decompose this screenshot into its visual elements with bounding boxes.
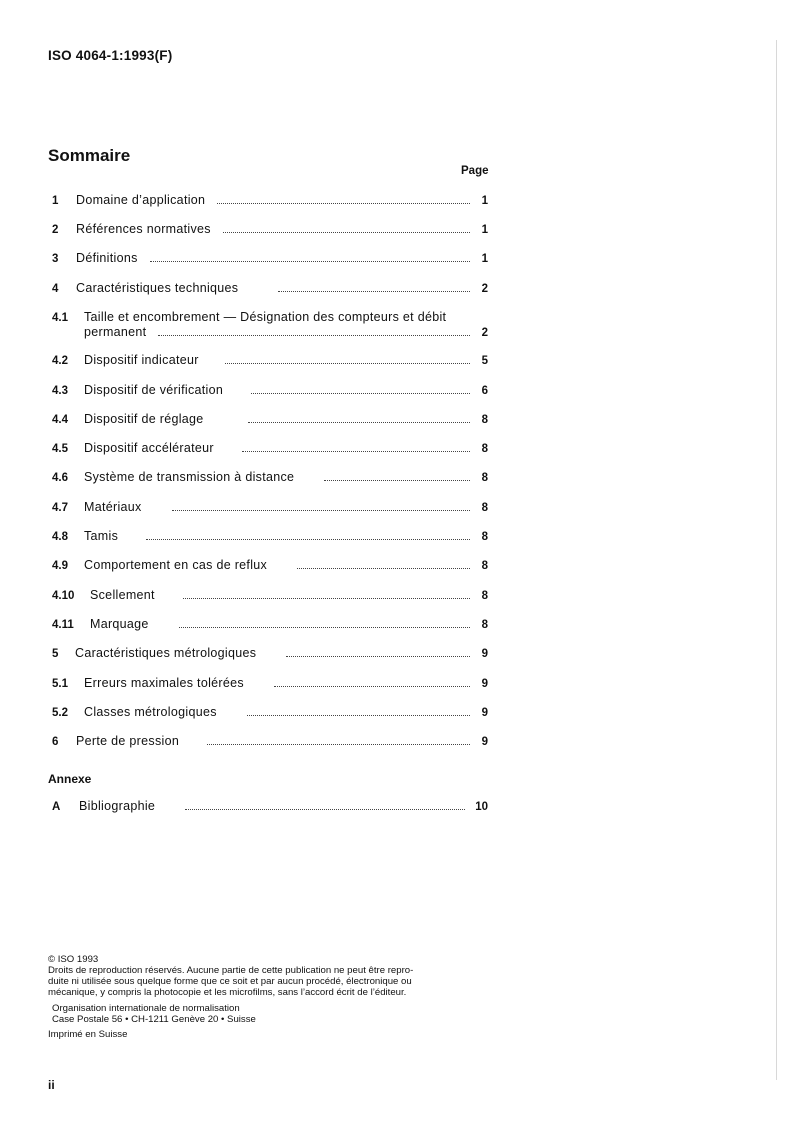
toc-page: 8 bbox=[481, 531, 488, 543]
toc-label: Dispositif accélérateur bbox=[84, 441, 214, 455]
leader-dots bbox=[217, 202, 470, 204]
toc-label: Scellement bbox=[90, 588, 155, 602]
toc-number: 4.3 bbox=[52, 385, 68, 397]
toc-page: 5 bbox=[481, 355, 488, 367]
rights-text: Droits de reproduction réservés. Aucune partie de cette publication ne peut être repro- bbox=[48, 965, 414, 976]
toc-page: 1 bbox=[481, 224, 488, 236]
annexe-entry[interactable] bbox=[52, 799, 488, 813]
toc-number: 4.7 bbox=[52, 502, 68, 514]
toc-number: 4.1 bbox=[52, 312, 68, 324]
toc-entry[interactable] bbox=[52, 353, 488, 367]
leader-dots bbox=[251, 392, 470, 394]
toc-label: Dispositif de réglage bbox=[84, 412, 204, 426]
page-number: ii bbox=[48, 1078, 55, 1092]
toc-entry-continuation[interactable] bbox=[52, 325, 488, 339]
toc-label: Erreurs maximales tolérées bbox=[84, 676, 244, 690]
toc-number: 1 bbox=[52, 195, 59, 207]
toc-label: Taille et encombrement — Désignation des compteurs et débit bbox=[84, 310, 447, 324]
toc-label: Comportement en cas de reflux bbox=[84, 558, 268, 572]
toc-entry[interactable] bbox=[52, 588, 488, 602]
toc-entry[interactable] bbox=[52, 383, 488, 397]
toc-label: Système de transmission à distance bbox=[84, 470, 295, 484]
toc-label: Bibliographie bbox=[79, 799, 156, 813]
toc-page: 8 bbox=[481, 619, 488, 631]
leader-dots bbox=[278, 290, 470, 292]
toc-number: 4.2 bbox=[52, 355, 68, 367]
toc-page: 8 bbox=[481, 560, 488, 572]
copyright-notice: © ISO 1993 bbox=[48, 954, 99, 965]
toc-entry[interactable] bbox=[52, 193, 488, 207]
toc-label: Tamis bbox=[84, 529, 119, 543]
annexe-heading: Annexe bbox=[48, 772, 92, 786]
toc-number: 2 bbox=[52, 224, 59, 236]
toc-entry[interactable] bbox=[52, 676, 488, 690]
leader-dots bbox=[248, 421, 470, 423]
toc-number: 4.5 bbox=[52, 443, 68, 455]
toc-page: 8 bbox=[481, 502, 488, 514]
leader-dots bbox=[297, 567, 470, 569]
leader-dots bbox=[185, 808, 465, 810]
leader-dots bbox=[242, 450, 470, 452]
toc-page: 9 bbox=[481, 736, 488, 748]
leader-dots bbox=[225, 362, 470, 364]
leader-dots bbox=[324, 479, 470, 481]
leader-dots bbox=[223, 231, 470, 233]
organization-address: Case Postale 56 • CH-1211 Genève 20 • Suisse bbox=[52, 1014, 256, 1025]
toc-entry[interactable] bbox=[52, 222, 488, 236]
toc-page: 9 bbox=[481, 648, 488, 660]
toc-page: 9 bbox=[481, 707, 488, 719]
toc-label: Classes métrologiques bbox=[84, 705, 217, 719]
toc-label: Domaine d’application bbox=[76, 193, 206, 207]
leader-dots bbox=[207, 743, 470, 745]
toc-page: 1 bbox=[481, 195, 488, 207]
document-id: ISO 4064-1:1993(F) bbox=[48, 48, 173, 63]
toc-entry[interactable] bbox=[52, 500, 488, 514]
toc-entry[interactable] bbox=[52, 470, 488, 484]
leader-dots bbox=[183, 597, 470, 599]
organization-name: Organisation internationale de normalisation bbox=[52, 1003, 240, 1014]
toc-entry[interactable] bbox=[52, 529, 488, 543]
toc-page: 2 bbox=[481, 327, 488, 339]
toc-label: Marquage bbox=[90, 617, 149, 631]
page-title: Sommaire bbox=[48, 146, 131, 165]
toc-page: 8 bbox=[481, 590, 488, 602]
toc-number: 4.6 bbox=[52, 472, 68, 484]
toc-page: 6 bbox=[481, 385, 488, 397]
toc-number: 5.1 bbox=[52, 678, 68, 690]
toc-label: Définitions bbox=[76, 251, 138, 265]
toc-label: Perte de pression bbox=[76, 734, 180, 748]
toc-number: 5.2 bbox=[52, 707, 68, 719]
toc-label: Dispositif de vérification bbox=[84, 383, 224, 397]
toc-entry[interactable] bbox=[52, 558, 488, 572]
toc-number: 4.11 bbox=[52, 619, 74, 631]
toc-entry[interactable] bbox=[52, 281, 488, 295]
leader-dots bbox=[150, 260, 470, 262]
toc-number: 4.4 bbox=[52, 414, 68, 426]
leader-dots bbox=[158, 334, 470, 336]
toc-number: 5 bbox=[52, 648, 59, 660]
leader-dots bbox=[172, 509, 470, 511]
toc-entry[interactable] bbox=[52, 705, 488, 719]
toc-label: Matériaux bbox=[84, 500, 142, 514]
leader-dots bbox=[286, 655, 470, 657]
printed-in: Imprimé en Suisse bbox=[48, 1029, 128, 1040]
toc-label: Caractéristiques métrologiques bbox=[75, 646, 257, 660]
toc-number: 4.9 bbox=[52, 560, 68, 572]
toc-page: 9 bbox=[481, 678, 488, 690]
toc-page: 8 bbox=[481, 443, 488, 455]
toc-entry[interactable] bbox=[52, 646, 488, 660]
rights-text: mécanique, y compris la photocopie et les microfilms, sans l’accord écrit de l’éditeur. bbox=[48, 987, 407, 998]
toc-label: permanent bbox=[84, 325, 147, 339]
leader-dots bbox=[179, 626, 470, 628]
toc-number: 4.8 bbox=[52, 531, 68, 543]
toc-page: 2 bbox=[481, 283, 488, 295]
toc-number: 4.10 bbox=[52, 590, 75, 602]
toc-entry[interactable] bbox=[52, 734, 488, 748]
page-column-label: Page bbox=[461, 165, 489, 177]
toc-entry[interactable] bbox=[52, 412, 488, 426]
toc-label: Dispositif indicateur bbox=[84, 353, 199, 367]
toc-entry[interactable] bbox=[52, 441, 488, 455]
toc-number: A bbox=[52, 801, 61, 813]
toc-number: 6 bbox=[52, 736, 59, 748]
toc-page: 1 bbox=[481, 253, 488, 265]
toc-number: 4 bbox=[52, 283, 59, 295]
toc-label: Références normatives bbox=[76, 222, 211, 236]
leader-dots bbox=[146, 538, 470, 540]
rights-text: duite ni utilisée sous quelque forme que ce soit et par aucun procédé, électronique ou bbox=[48, 976, 412, 987]
toc-page: 8 bbox=[481, 414, 488, 426]
toc-number: 3 bbox=[52, 253, 59, 265]
leader-dots bbox=[247, 714, 470, 716]
toc-page: 10 bbox=[475, 801, 488, 813]
toc-page: 8 bbox=[481, 472, 488, 484]
toc-entry[interactable] bbox=[52, 310, 488, 324]
toc-entry[interactable] bbox=[52, 251, 488, 265]
toc-label: Caractéristiques techniques bbox=[76, 281, 239, 295]
toc-entry[interactable] bbox=[52, 617, 488, 631]
leader-dots bbox=[274, 685, 470, 687]
page-edge-line bbox=[776, 40, 777, 1080]
